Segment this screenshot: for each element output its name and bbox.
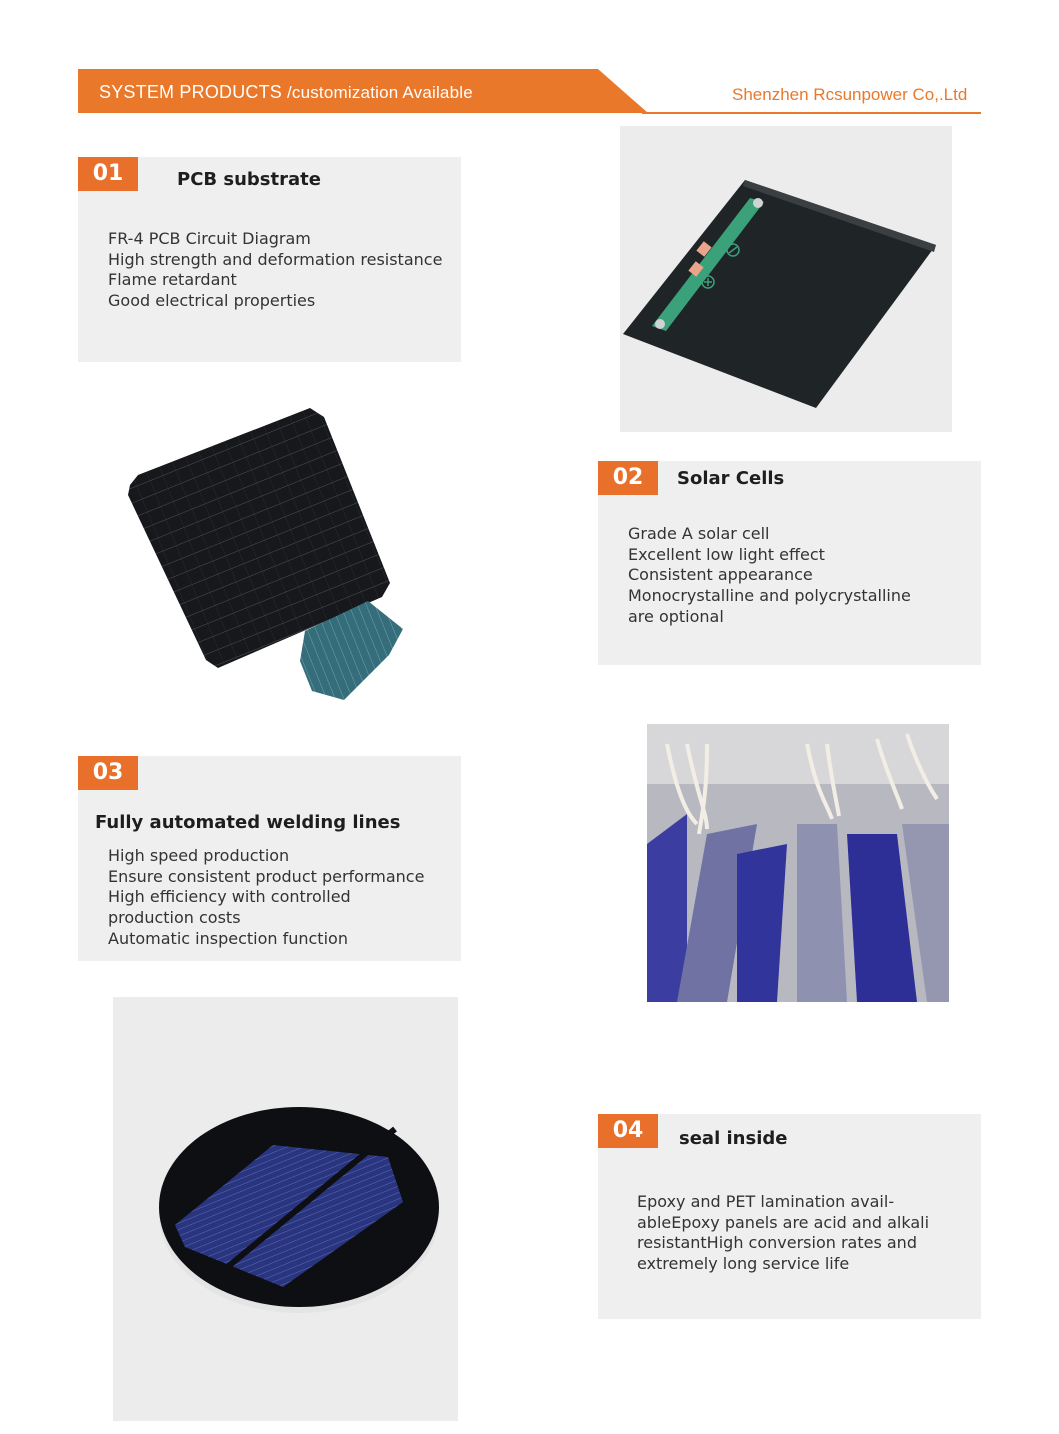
welding-line-photo	[647, 724, 949, 1002]
section-03-line: production costs	[108, 908, 241, 928]
section-02-line: Grade A solar cell	[628, 524, 770, 543]
section-04-number: 04	[598, 1114, 658, 1148]
section-01-description	[108, 229, 442, 312]
section-02-description	[628, 524, 911, 628]
section-04-line: Epoxy and PET lamination avail-	[637, 1192, 895, 1211]
section-04-line: extremely long service life	[637, 1254, 850, 1274]
section-03-number: 03	[78, 756, 138, 790]
header-title	[99, 82, 473, 103]
section-02-line: are optional	[628, 606, 724, 626]
section-02-line: Excellent low light effect	[628, 544, 825, 564]
section-03-title: Fully automated welding lines	[95, 812, 401, 833]
solar-cells-photo	[100, 395, 420, 715]
section-01-line: Flame retardant	[108, 270, 237, 290]
section-04-line: ableEpoxy panels are acid and alkali	[637, 1212, 930, 1232]
section-02-number: 02	[598, 461, 658, 495]
header-subtitle: /customization Available	[282, 83, 473, 102]
section-04-line: resistantHigh conversion rates and	[637, 1233, 917, 1253]
company-name: Shenzhen Rcsunpower Co,.Ltd	[732, 85, 968, 104]
section-01-line: FR-4 PCB Circuit Diagram	[108, 229, 311, 248]
header-title-main: SYSTEM PRODUCTS	[99, 82, 283, 102]
section-04-title: seal inside	[679, 1128, 788, 1149]
header-underline	[642, 112, 981, 114]
section-03-description	[108, 846, 424, 950]
section-01-number: 01	[78, 157, 138, 191]
pcb-solar-panel-photo	[620, 126, 952, 432]
section-02-line: Monocrystalline and polycrystalline	[628, 586, 911, 606]
section-01-title: PCB substrate	[177, 169, 321, 190]
round-solar-panel-photo	[113, 997, 458, 1421]
section-03-line: Automatic inspection function	[108, 928, 348, 948]
section-03-line: Ensure consistent product performance	[108, 866, 425, 886]
section-03-line: High speed production	[108, 846, 290, 865]
section-02-line: Consistent appearance	[628, 565, 813, 585]
section-01-line: High strength and deformation resistance	[108, 249, 443, 269]
section-04-description	[637, 1192, 929, 1275]
section-01-line: Good electrical properties	[108, 291, 316, 311]
section-03-line: High efficiency with controlled	[108, 887, 351, 907]
section-02-title: Solar Cells	[677, 468, 785, 489]
